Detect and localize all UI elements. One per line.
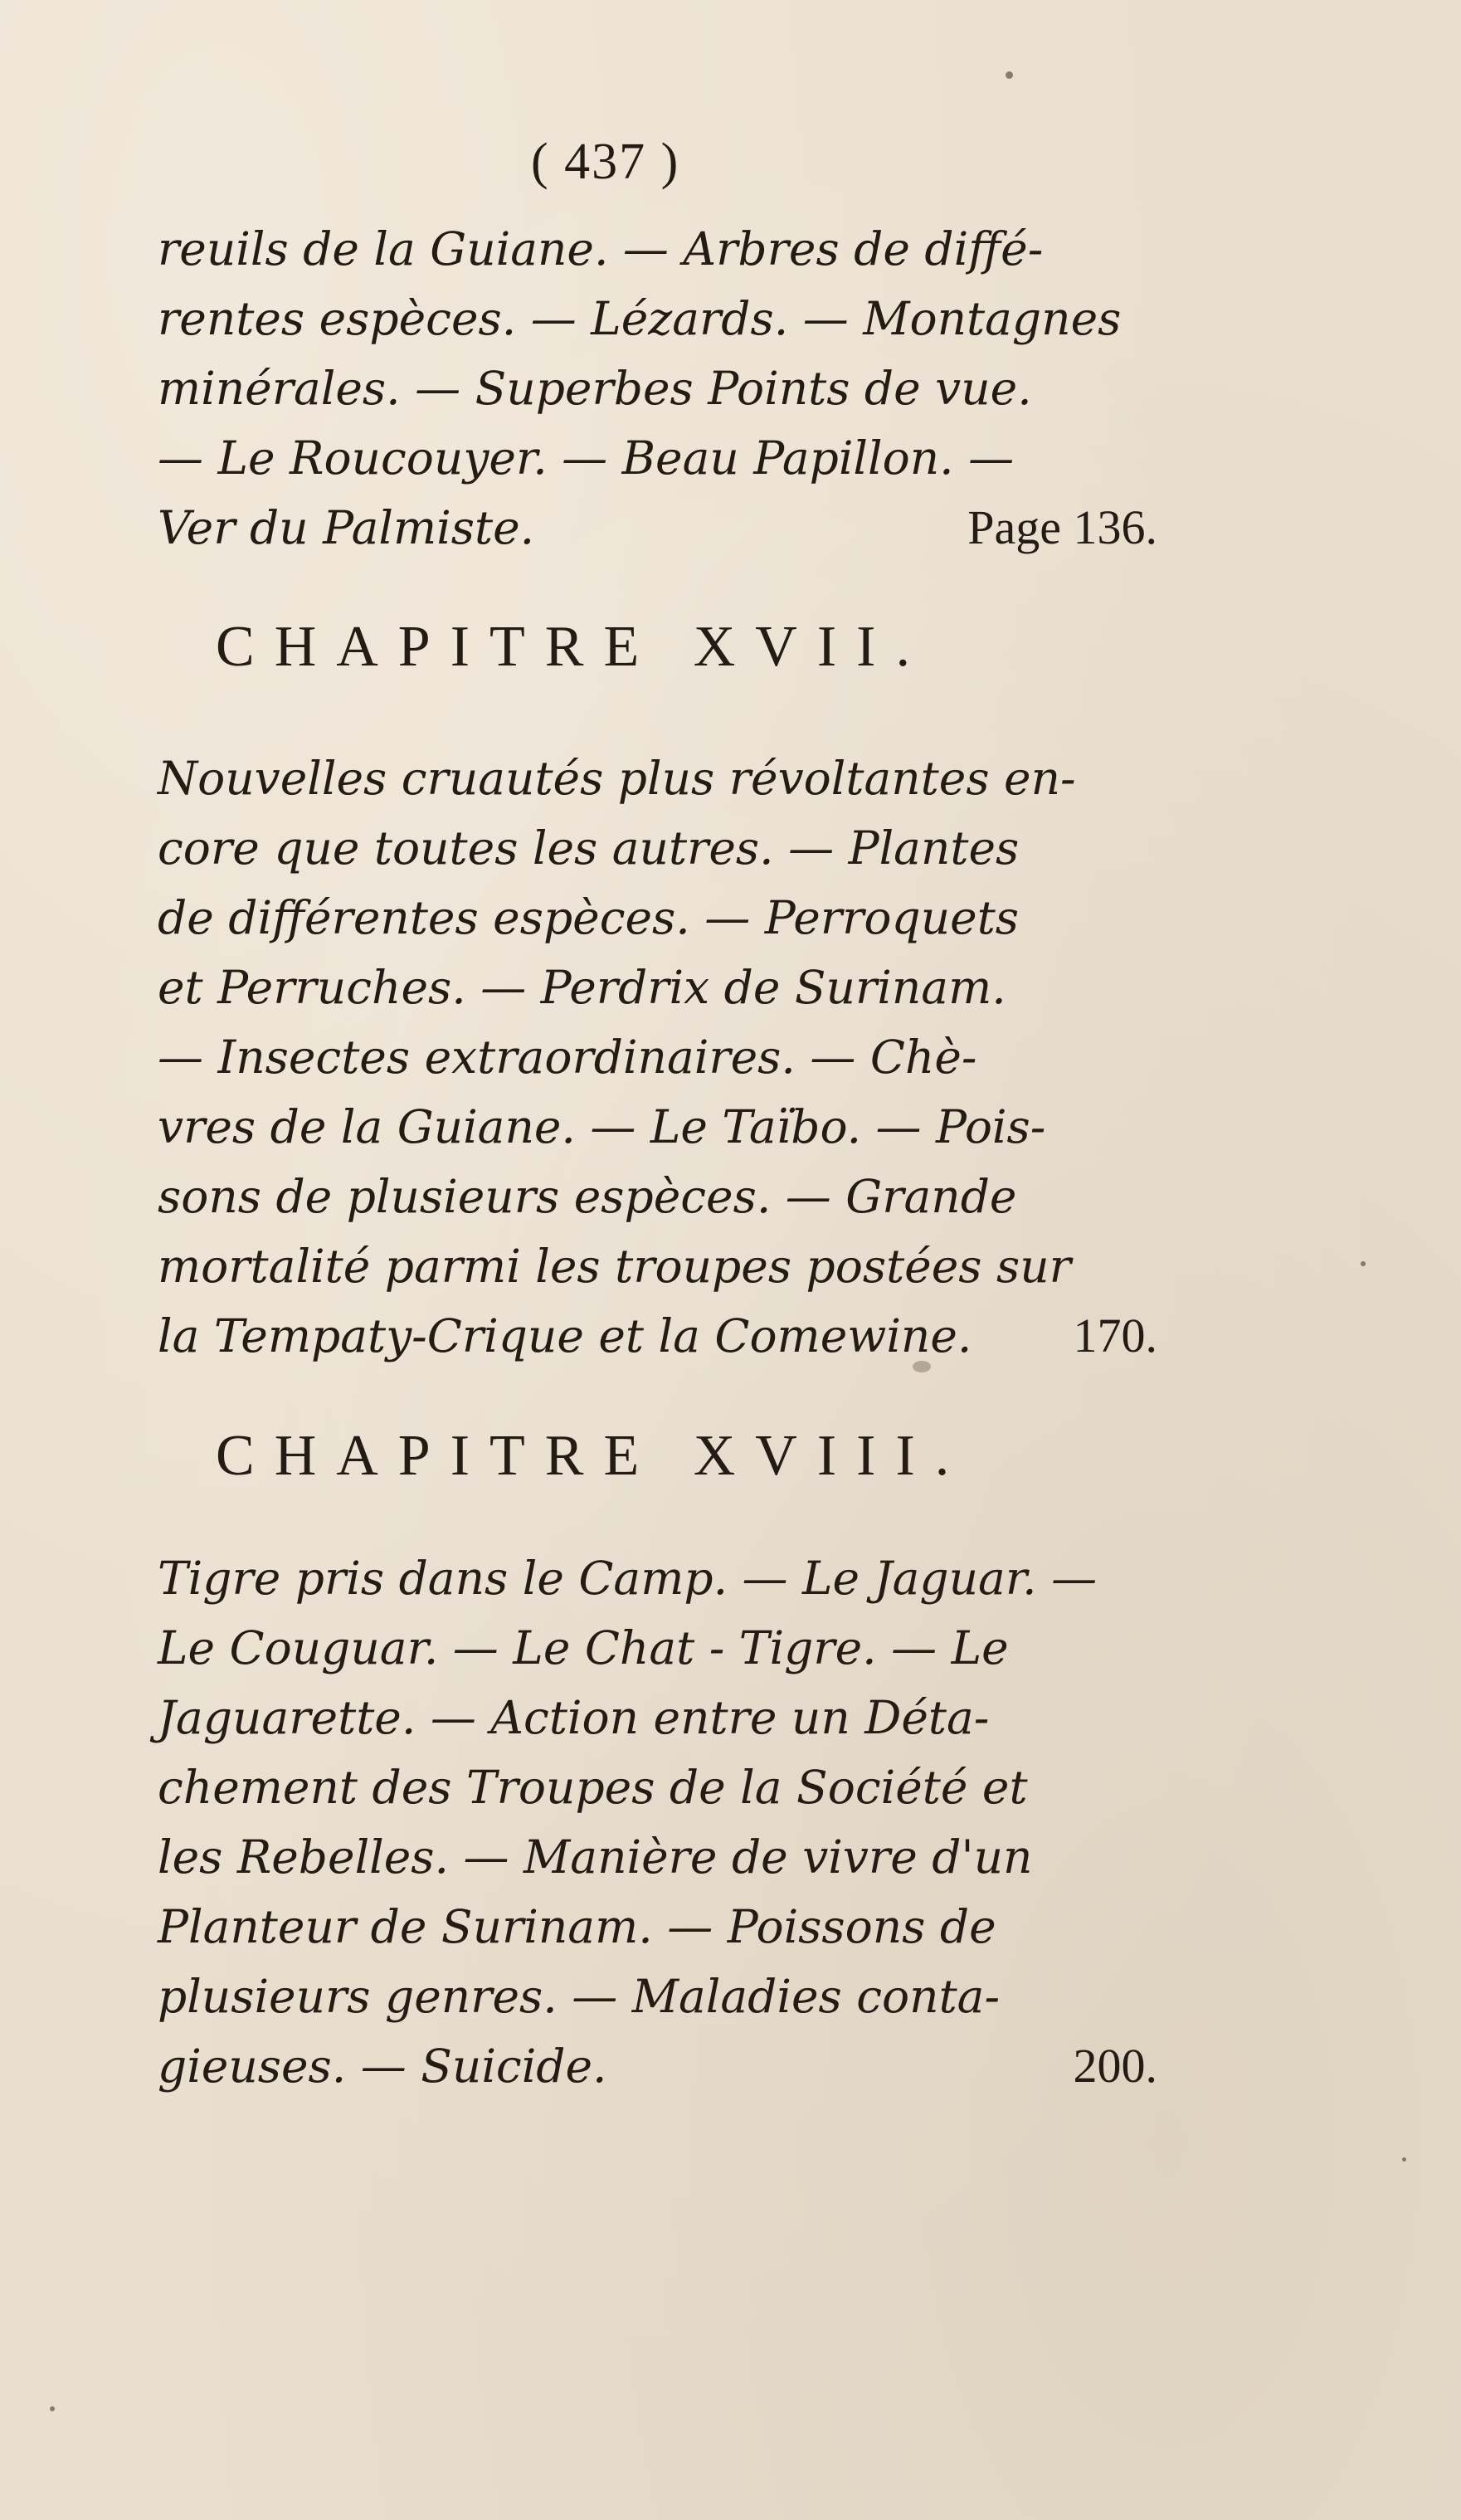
summary-line: Le Couguar. — Le Chat - Tigre. — Le — [158, 1621, 1009, 1674]
paper-speck — [1402, 2157, 1406, 2162]
summary-line: reuils de la Guiane. — Arbres de diffé- — [158, 222, 1044, 275]
summary-line: rentes espèces. — Lézards. — Montagnes — [158, 292, 1122, 345]
summary-last-line: Ver du Palmiste. Page 136. — [158, 495, 1157, 561]
summary-line: sons de plusieurs espèces. — Grande — [158, 1170, 1017, 1223]
page-number: ( 437 ) — [531, 134, 680, 190]
summary-line: les Rebelles. — Manière de vivre d'un — [158, 1830, 1033, 1884]
summary-line: et Perruches. — Perdrix de Surinam. — [158, 961, 1006, 1014]
summary-line: core que toutes les autres. — Plantes — [158, 821, 1020, 875]
summary-line: de différentes espèces. — Perroquets — [158, 891, 1020, 944]
paper-speck — [913, 1361, 931, 1372]
page-reference: 170. — [1073, 1309, 1157, 1362]
summary-last-line: gieuses. — Suicide. 200. — [158, 2033, 1157, 2099]
paper-speck — [1361, 1261, 1366, 1266]
chapter-17-heading: CHAPITRE XVII. — [216, 615, 930, 679]
summary-line: Tigre pris dans le Camp. — Le Jaguar. — — [158, 1552, 1098, 1605]
summary-line: — Le Roucouyer. — Beau Papillon. — — [158, 431, 1015, 485]
summary-line: plusieurs genres. — Maladies conta- — [158, 1970, 1001, 2023]
paper-speck — [50, 2406, 55, 2411]
summary-line: vres de la Guiane. — Le Taïbo. — Pois- — [158, 1100, 1046, 1153]
summary-line: chement des Troupes de la Société et — [158, 1761, 1028, 1814]
summary-line: Jaguarette. — Action entre un Déta- — [158, 1691, 990, 1744]
summary-last-line: la Tempaty-Crique et la Comewine. 170. — [158, 1303, 1157, 1369]
chapter-18-heading: CHAPITRE XVIII. — [216, 1424, 970, 1488]
page-reference: Page 136. — [967, 500, 1157, 554]
summary-line: mortalité parmi les troupes postées sur — [158, 1240, 1071, 1293]
summary-line: — Insectes extraordinaires. — Chè- — [158, 1031, 977, 1084]
summary-line: Planteur de Surinam. — Poissons de — [158, 1900, 996, 1953]
page-reference: 200. — [1073, 2039, 1157, 2093]
paper-speck — [1006, 71, 1013, 79]
summary-line: minérales. — Superbes Points de vue. — [158, 362, 1032, 415]
summary-line: Nouvelles cruautés plus révoltantes en- — [158, 752, 1076, 805]
